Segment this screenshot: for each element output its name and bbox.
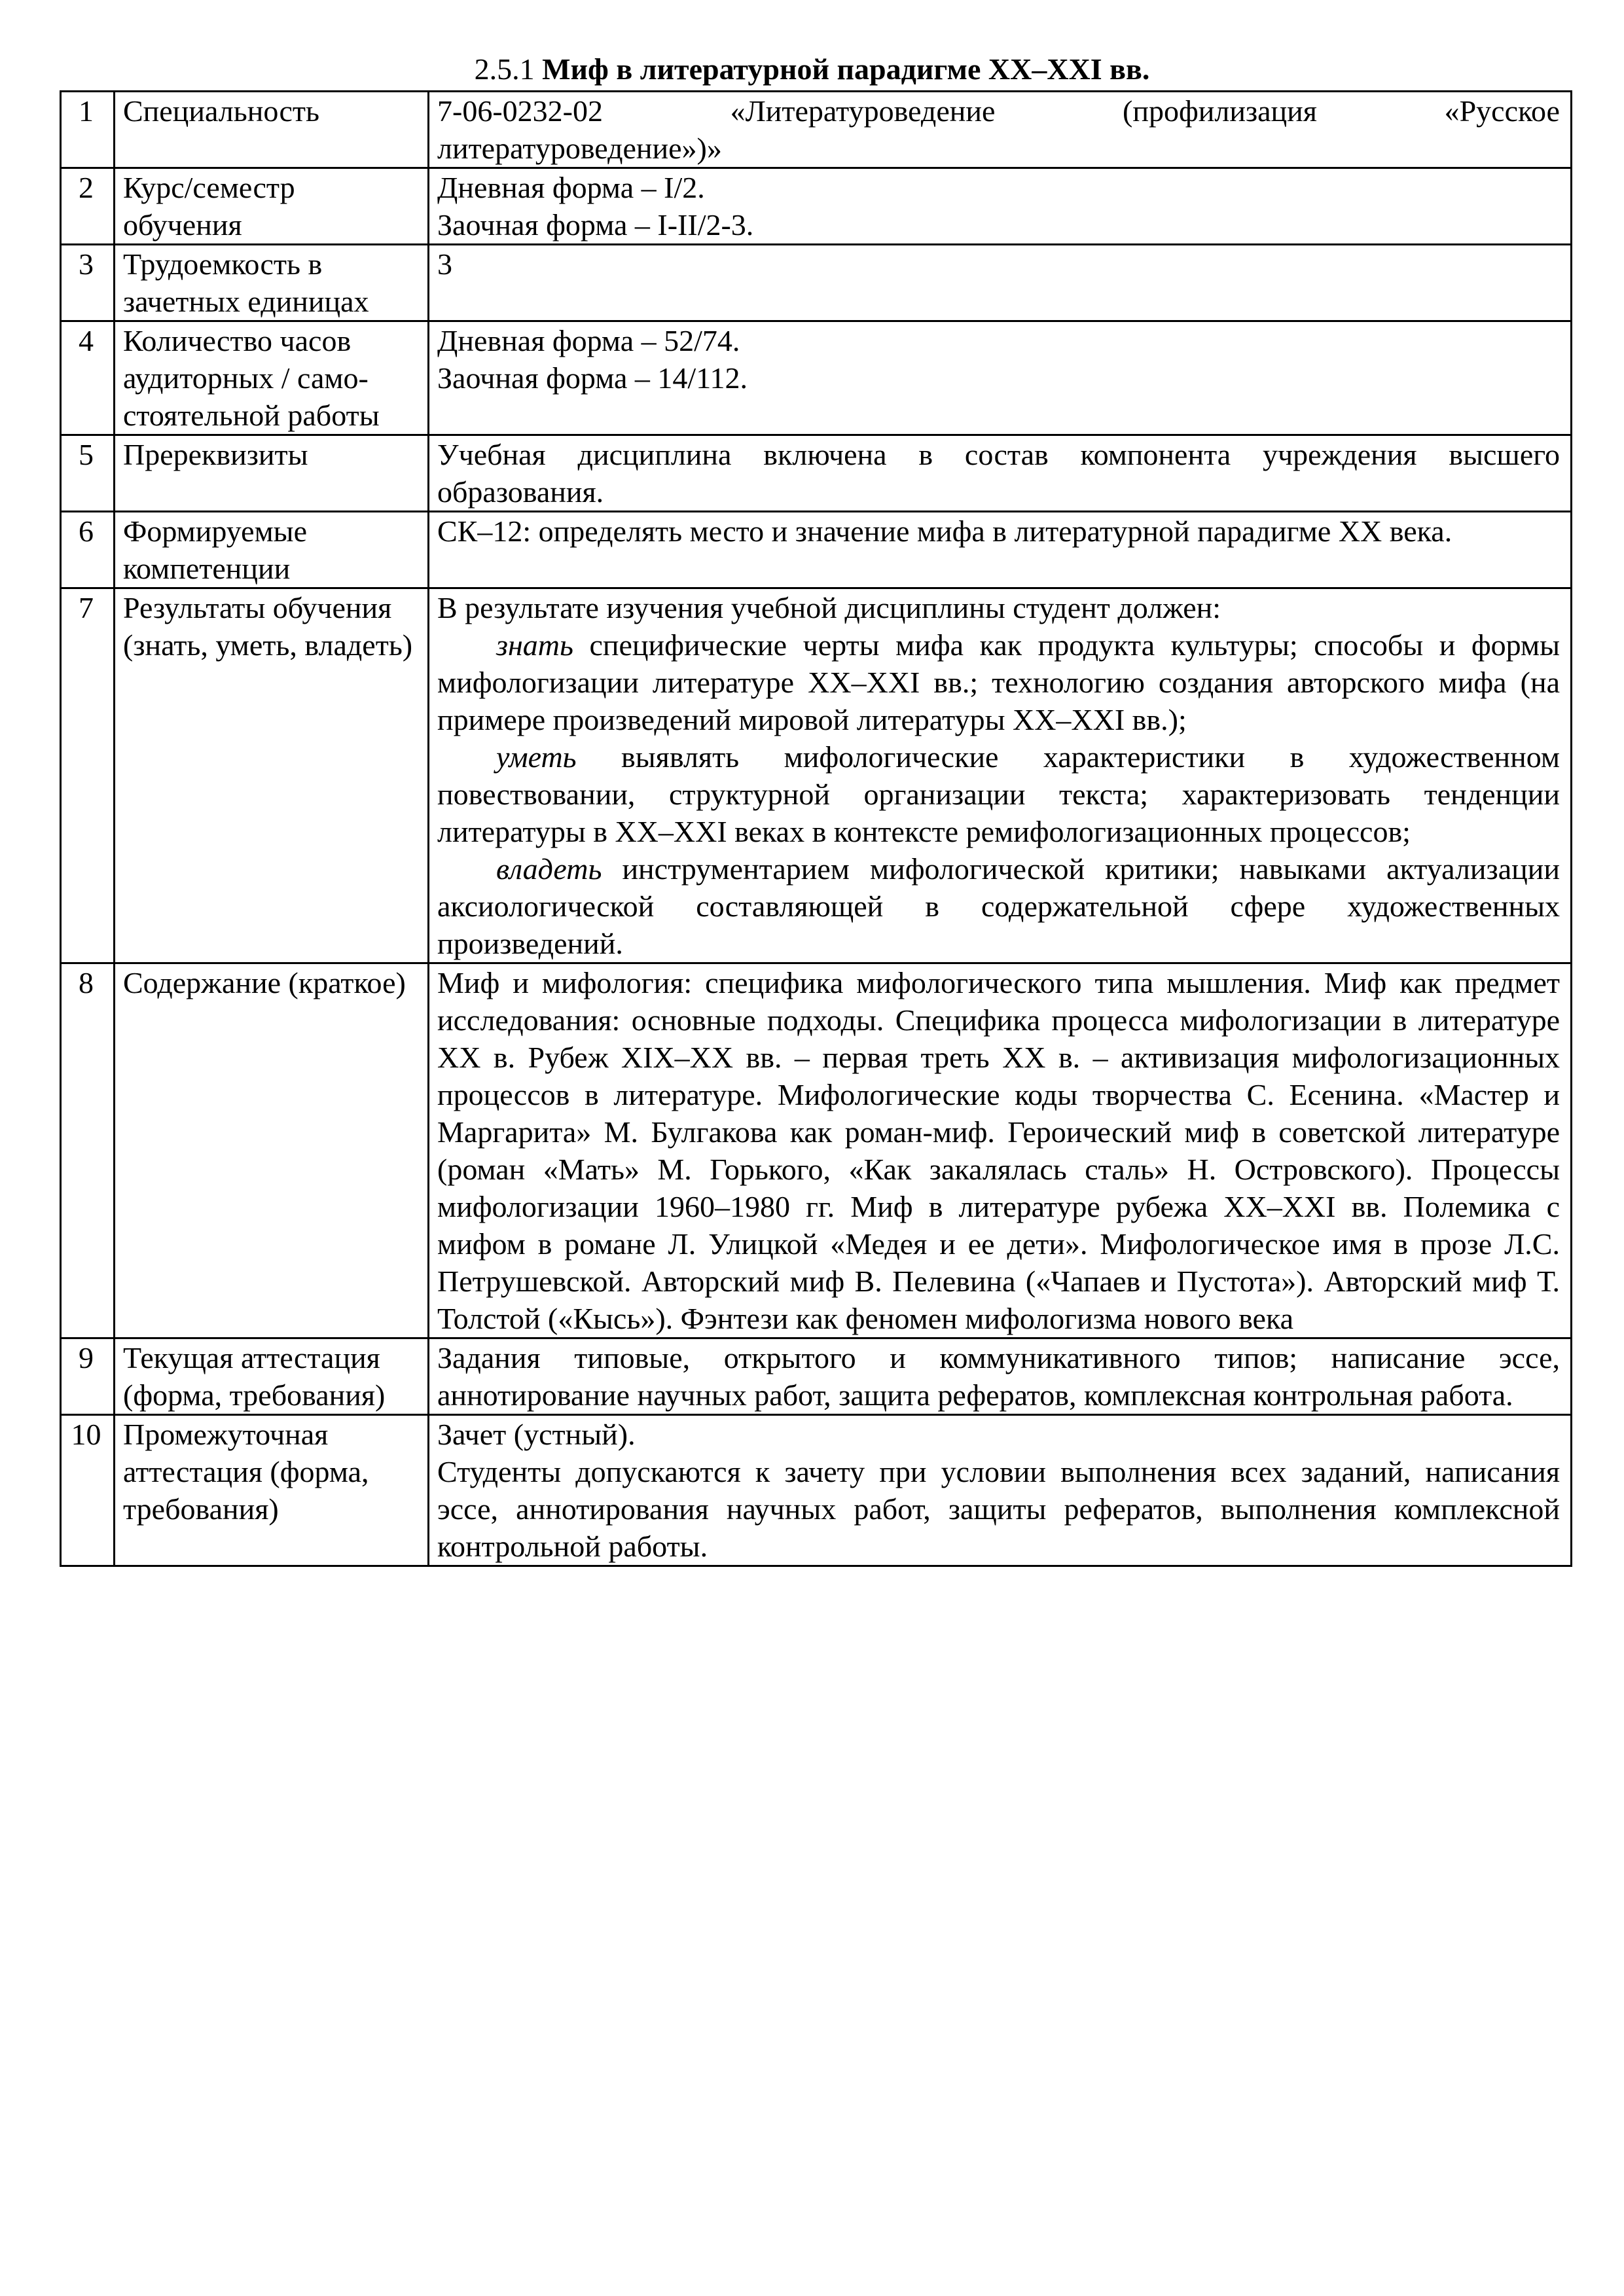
value-line: Зачет (устный). (437, 1418, 636, 1451)
row-value (429, 321, 1572, 435)
row-value: Миф и мифология: специфика мифологического типа мышления. Миф как предмет исследования: основные подходы. Специфика процесса мифологизации в литературе XX в. Рубеж XIX–XX вв. – первая треть XX в. – активизация мифологизационных процессов в литературе. Мифологические коды творчества С. Есенина. «Мастер и Маргарита» М. Булгакова как роман-миф. Героический миф в советской литературе (роман «Мать» М. Горького, «Как закалялась сталь» Н. Островского). Процессы мифологизации 1960–1980 гг. Миф в литературе рубежа XX–XXI вв. Полемика с мифом в романе Л. Улицкой «Медея и ее дети». Мифологическое имя в прозе Л.С. Петрушевской. Авторский миф В. Пелевина («Чапаев и Пустота»). Авторский миф Т. Толстой («Кысь»). Фэнтези как феномен мифологизма нового века (429, 963, 1572, 1338)
own-term: владеть (496, 852, 602, 886)
row-number: 10 (61, 1415, 115, 1566)
row-label: Количество часов аудиторных / само-стоятельной работы (115, 321, 429, 435)
row-label: Трудоемкость в зачетных единицах (115, 245, 429, 321)
table-row (61, 1338, 1572, 1415)
row-number: 7 (61, 588, 115, 963)
table-row (61, 435, 1572, 512)
row-value (429, 1415, 1572, 1566)
know-term: знать (496, 628, 573, 662)
row-label: Содержание (краткое) (115, 963, 429, 1338)
row-value: СК–12: определять место и значение мифа в литературной парадигме XX века. (429, 512, 1572, 588)
row-value: Учебная дисциплина включена в состав компонента учреждения высшего образования. (429, 435, 1572, 512)
row-value (429, 168, 1572, 245)
results-own (437, 850, 1560, 962)
row-number: 5 (61, 435, 115, 512)
syllabus-table (60, 90, 1572, 1567)
value-line: Дневная форма – 52/74. (437, 324, 740, 357)
can-term: уметь (496, 740, 577, 774)
specialty-word-1: «Литературоведение (730, 94, 996, 128)
row-number: 4 (61, 321, 115, 435)
table-row (61, 321, 1572, 435)
value-line: Заочная форма – 14/112. (437, 361, 748, 395)
specialty-word-3: «Русское (1444, 94, 1560, 128)
know-text: специфические черты мифа как продукта культуры; способы и формы мифологизации литературе XX–XXI вв.; технологию создания авторского мифа (на примере произведений мировой литературы XX–XXI вв.); (437, 628, 1560, 736)
specialty-line-2: литературоведение»)» (437, 132, 722, 165)
row-value (429, 92, 1572, 168)
specialty-code: 7-06-0232-02 (437, 94, 603, 128)
value-paragraph: Студенты допускаются к зачету при условии выполнения всех заданий, написания эссе, аннотирования научных работ, защиты рефератов, выполнения комплексной контрольной работы. (437, 1455, 1560, 1563)
row-value (429, 588, 1572, 963)
row-number: 9 (61, 1338, 115, 1415)
specialty-line (437, 92, 1560, 130)
row-number: 1 (61, 92, 115, 168)
table-row (61, 92, 1572, 168)
can-text: выявлять мифологические характеристики в художественном повествовании, структурной организации текста; характеризовать тенденции литературы в XX–XXI веках в контексте ремифологизационных процессов; (437, 740, 1560, 848)
value-line: Заочная форма – I-II/2-3. (437, 208, 754, 242)
section-number: 2.5.1 (474, 52, 535, 86)
section-heading: Миф в литературной парадигме XX–XXI вв. (542, 52, 1150, 86)
table-row (61, 963, 1572, 1338)
row-label: Курс/семестр обучения (115, 168, 429, 245)
section-title (0, 52, 1624, 87)
row-number: 6 (61, 512, 115, 588)
row-number: 3 (61, 245, 115, 321)
results-can (437, 738, 1560, 850)
row-label: Промежуточная аттестация (форма, требования) (115, 1415, 429, 1566)
table-row (61, 245, 1572, 321)
row-number: 2 (61, 168, 115, 245)
row-label: Формируемые компетенции (115, 512, 429, 588)
table-row (61, 588, 1572, 963)
table-row (61, 512, 1572, 588)
table-row (61, 1415, 1572, 1566)
results-intro: В результате изучения учебной дисциплины студент должен: (437, 591, 1221, 624)
row-value (429, 245, 1572, 321)
value-line: 3 (437, 247, 452, 281)
row-label: Специальность (115, 92, 429, 168)
row-number: 8 (61, 963, 115, 1338)
row-label: Результаты обучения (знать, уметь, владеть) (115, 588, 429, 963)
results-know (437, 626, 1560, 738)
row-label: Текущая аттестация (форма, требования) (115, 1338, 429, 1415)
specialty-word-2: (профилизация (1123, 94, 1317, 128)
value-line: Дневная форма – I/2. (437, 171, 705, 204)
row-label: Пререквизиты (115, 435, 429, 512)
table-row (61, 168, 1572, 245)
own-text: инструментарием мифологической критики; навыками актуализации аксиологической составляющей в содержательной сфере художественных произведений. (437, 852, 1560, 960)
row-value: Задания типовые, открытого и коммуникативного типов; написание эссе, аннотирование научных работ, защита рефератов, комплексная контрольная работа. (429, 1338, 1572, 1415)
